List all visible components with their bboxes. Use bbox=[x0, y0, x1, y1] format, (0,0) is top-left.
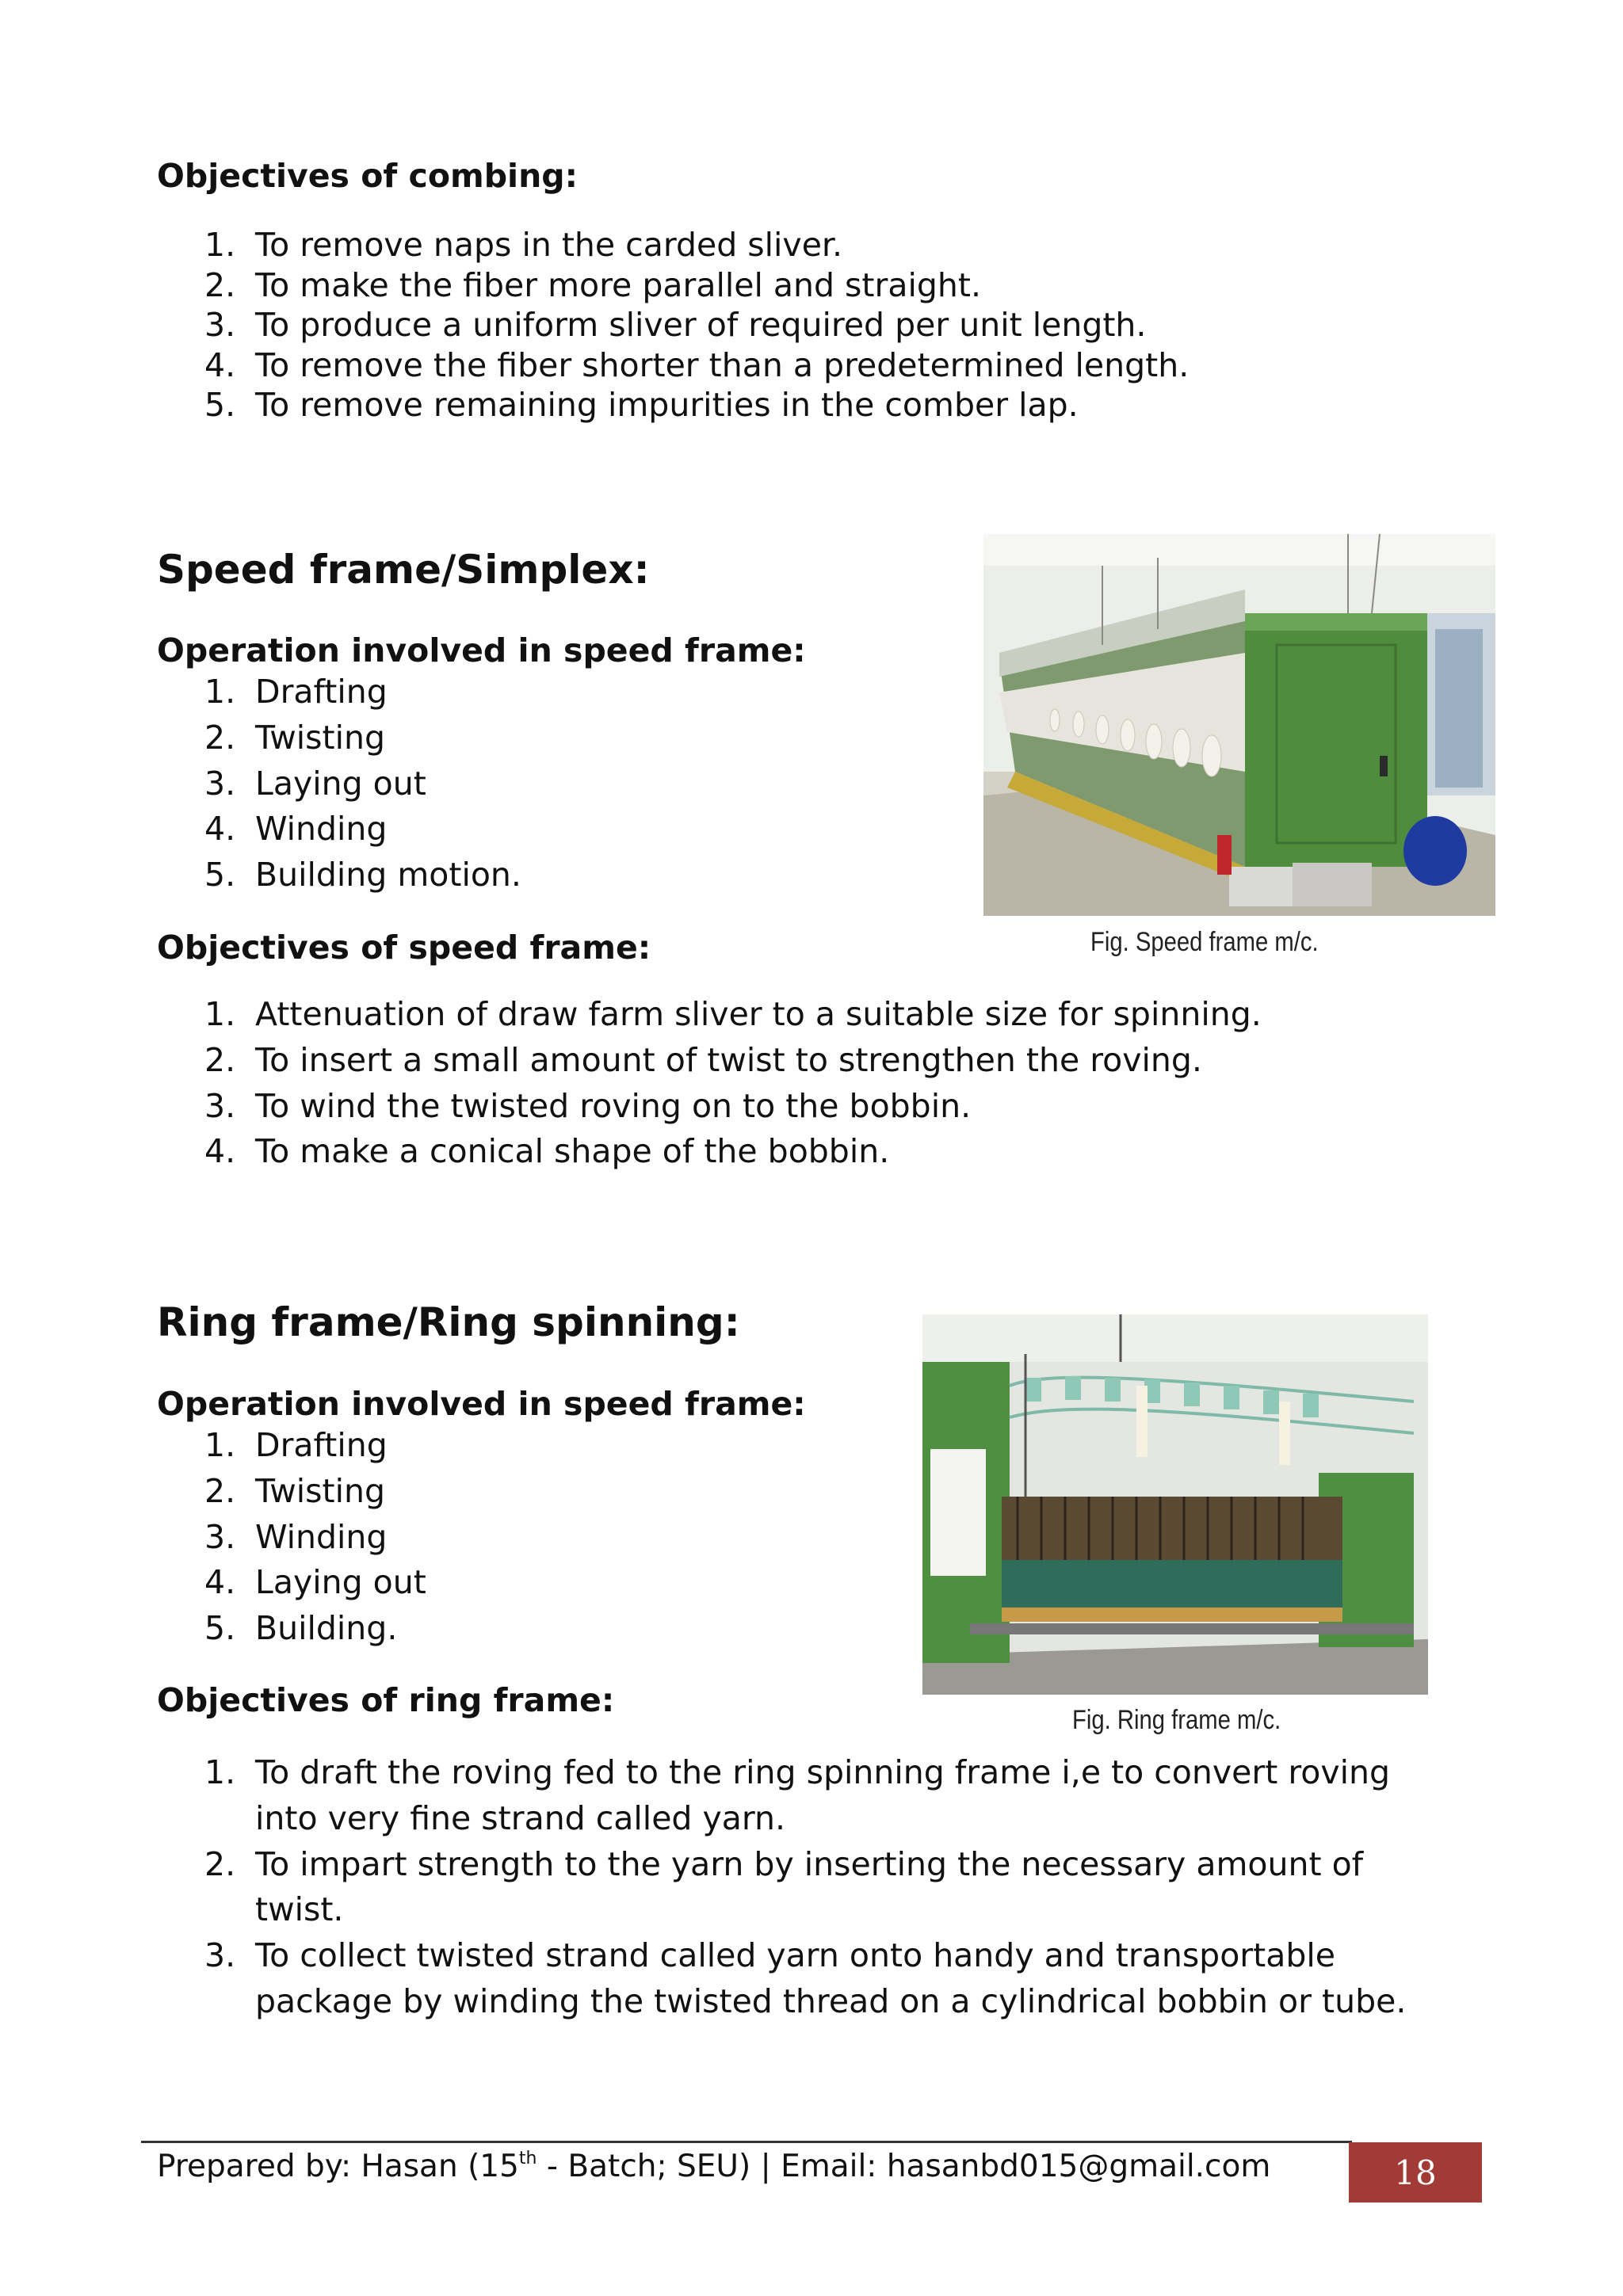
list-item: 2. To make the fiber more parallel and straight. bbox=[204, 265, 981, 304]
list-item: 3. Winding bbox=[204, 1517, 388, 1556]
list-item: 4. To make a conical shape of the bobbin. bbox=[204, 1132, 890, 1171]
list-item: 5. Building motion. bbox=[204, 856, 521, 894]
list-item: 1. To draft the roving fed to the ring spinning frame i,e to convert roving into very fine strand called yarn. bbox=[204, 1753, 1391, 1837]
ring-frame-operation-heading: Operation involved in speed frame: bbox=[157, 1385, 806, 1423]
list-item: 1. Drafting bbox=[204, 673, 388, 711]
ring-frame-machine-image bbox=[922, 1314, 1428, 1695]
ring-frame-title: Ring frame/Ring spinning: bbox=[157, 1299, 740, 1345]
list-item: 2. To impart strength to the yarn by inserting the necessary amount of twist. bbox=[204, 1844, 1364, 1929]
combing-list bbox=[157, 225, 1504, 425]
list-item: 4. To remove the fiber shorter than a predetermined length. bbox=[204, 345, 1190, 384]
speed-frame-objectives-list bbox=[157, 992, 1544, 1175]
list-item: 3. To wind the twisted roving on to the bobbin. bbox=[204, 1086, 972, 1125]
list-item: 4. Winding bbox=[204, 810, 388, 849]
list-item: 3. Laying out bbox=[204, 764, 426, 803]
speed-frame-title: Speed frame/Simplex: bbox=[157, 547, 650, 593]
page-number: 18 bbox=[1349, 2142, 1482, 2203]
speed-frame-operation-list bbox=[157, 669, 949, 898]
ring-frame-objectives-heading: Objectives of ring frame: bbox=[157, 1681, 615, 1719]
list-item: 3. To produce a uniform sliver of required per unit length. bbox=[204, 306, 1147, 344]
speed-frame-objectives-heading: Objectives of speed frame: bbox=[157, 929, 651, 967]
list-item: 2. To insert a small amount of twist to strengthen the roving. bbox=[204, 1040, 1202, 1079]
speed-frame-figure-caption: Fig. Speed frame m/c. bbox=[1090, 927, 1319, 957]
list-item: 2. Twisting bbox=[204, 718, 386, 757]
ring-frame-objectives-list bbox=[157, 1750, 1544, 2025]
ring-frame-operation-list bbox=[157, 1423, 949, 1652]
list-item: 5. To remove remaining impurities in the comber lap. bbox=[204, 386, 1079, 424]
list-item: 2. Twisting bbox=[204, 1471, 386, 1510]
list-item: 1. To remove naps in the carded sliver. bbox=[204, 226, 843, 264]
combing-heading: Objectives of combing: bbox=[157, 157, 579, 195]
speed-frame-machine-image bbox=[983, 534, 1495, 916]
speed-frame-photo bbox=[983, 534, 1495, 916]
ring-frame-figure-caption: Fig. Ring frame m/c. bbox=[1072, 1705, 1281, 1735]
list-item: 3. To collect twisted strand called yarn onto handy and transportable package by winding the twisted thread on a cylindrical bobbin or tube. bbox=[204, 1936, 1407, 2020]
list-item: 4. Laying out bbox=[204, 1563, 426, 1602]
list-item: 1. Drafting bbox=[204, 1426, 388, 1464]
footer-credit: Prepared by: Hasan (15th - Batch; SEU) | Email: hasanbd015@gmail.com bbox=[157, 2149, 1271, 2184]
footer-divider bbox=[141, 2141, 1352, 2143]
speed-frame-operation-heading: Operation involved in speed frame: bbox=[157, 631, 806, 669]
ring-frame-photo bbox=[922, 1314, 1428, 1695]
list-item: 5. Building. bbox=[204, 1609, 398, 1648]
list-item: 1. Attenuation of draw farm sliver to a suitable size for spinning. bbox=[204, 995, 1262, 1033]
